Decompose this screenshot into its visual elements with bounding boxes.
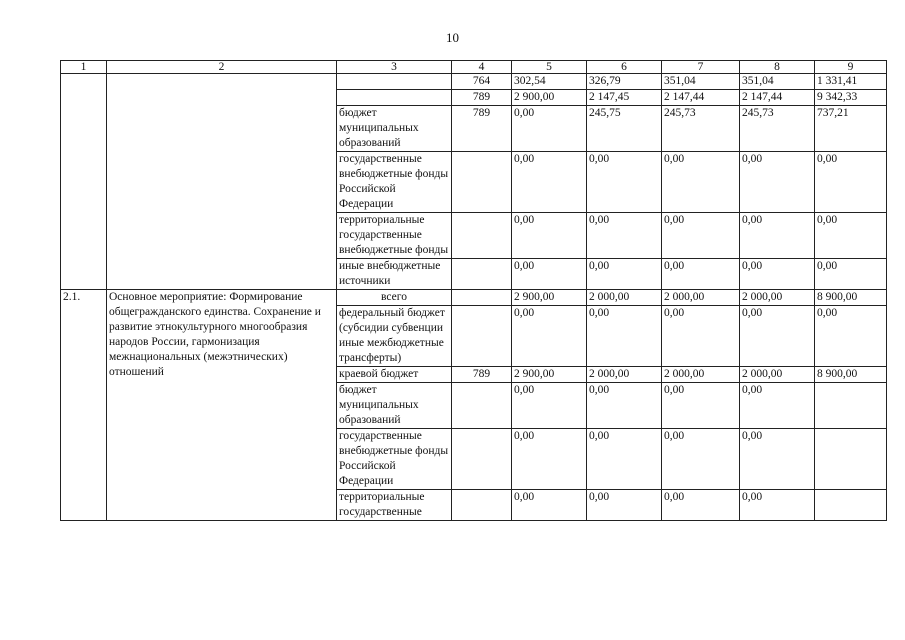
total-cell: 8 900,00: [815, 290, 887, 306]
item-title-cell: [107, 74, 337, 290]
value-cell: 2 147,45: [587, 90, 662, 106]
table-row: [61, 290, 887, 306]
budget-table: [60, 60, 887, 521]
value-cell: 0,00: [662, 152, 740, 213]
value-cell: 245,73: [740, 106, 815, 152]
source-cell: государственные внебюджетные фонды Российской Федерации: [337, 152, 452, 213]
value-cell: 0,00: [512, 490, 587, 521]
value-cell: 0,00: [740, 306, 815, 367]
value-cell: 0,00: [512, 383, 587, 429]
total-cell: 0,00: [815, 306, 887, 367]
value-cell: 0,00: [662, 213, 740, 259]
code-cell: [452, 429, 512, 490]
total-cell: 8 900,00: [815, 367, 887, 383]
value-cell: 302,54: [512, 74, 587, 90]
total-cell: [815, 383, 887, 429]
value-cell: 0,00: [740, 152, 815, 213]
source-cell: краевой бюджет: [337, 367, 452, 383]
value-cell: 0,00: [587, 152, 662, 213]
total-cell: [815, 429, 887, 490]
value-cell: 0,00: [740, 383, 815, 429]
source-cell: территориальные государственные: [337, 490, 452, 521]
code-cell: 764: [452, 74, 512, 90]
value-cell: 2 000,00: [740, 290, 815, 306]
source-cell: иные внебюджетные источники: [337, 259, 452, 290]
value-cell: 0,00: [512, 259, 587, 290]
header-cell: 4: [452, 61, 512, 74]
value-cell: 2 900,00: [512, 90, 587, 106]
code-cell: [452, 383, 512, 429]
item-number-cell: [61, 74, 107, 290]
total-cell: 0,00: [815, 152, 887, 213]
value-cell: 2 147,44: [662, 90, 740, 106]
value-cell: 2 000,00: [662, 367, 740, 383]
value-cell: 2 000,00: [587, 367, 662, 383]
value-cell: 0,00: [662, 306, 740, 367]
value-cell: 0,00: [512, 429, 587, 490]
value-cell: 0,00: [740, 429, 815, 490]
header-cell: 7: [662, 61, 740, 74]
code-cell: 789: [452, 367, 512, 383]
code-cell: [452, 152, 512, 213]
total-cell: [815, 490, 887, 521]
value-cell: 0,00: [662, 383, 740, 429]
code-cell: [452, 306, 512, 367]
header-cell: 3: [337, 61, 452, 74]
value-cell: 351,04: [740, 74, 815, 90]
header-cell: 6: [587, 61, 662, 74]
value-cell: 245,73: [662, 106, 740, 152]
source-cell: бюджет муниципальных образований: [337, 383, 452, 429]
value-cell: 2 000,00: [587, 290, 662, 306]
value-cell: 0,00: [662, 259, 740, 290]
page-number: 10: [446, 30, 459, 45]
value-cell: 245,75: [587, 106, 662, 152]
value-cell: 0,00: [587, 306, 662, 367]
header-cell: 2: [107, 61, 337, 74]
value-cell: 0,00: [740, 490, 815, 521]
value-cell: 2 000,00: [740, 367, 815, 383]
total-cell: 0,00: [815, 259, 887, 290]
value-cell: 0,00: [587, 259, 662, 290]
value-cell: 0,00: [587, 383, 662, 429]
value-cell: 0,00: [740, 213, 815, 259]
code-cell: 789: [452, 90, 512, 106]
code-cell: [452, 259, 512, 290]
code-cell: 789: [452, 106, 512, 152]
value-cell: 2 900,00: [512, 367, 587, 383]
value-cell: 0,00: [512, 213, 587, 259]
header-cell: 5: [512, 61, 587, 74]
header-cell: 8: [740, 61, 815, 74]
code-cell: [452, 290, 512, 306]
source-cell: [337, 90, 452, 106]
source-cell: территориальные государственные внебюджетные фонды: [337, 213, 452, 259]
table-row: [61, 74, 887, 90]
source-cell: федеральный бюджет (субсидии субвенции иные межбюджетные трансферты): [337, 306, 452, 367]
total-cell: 0,00: [815, 213, 887, 259]
value-cell: 0,00: [587, 213, 662, 259]
value-cell: 0,00: [740, 259, 815, 290]
code-cell: [452, 213, 512, 259]
value-cell: 0,00: [587, 429, 662, 490]
item-number-cell: 2.1.: [61, 290, 107, 521]
value-cell: 0,00: [512, 106, 587, 152]
value-cell: 0,00: [512, 306, 587, 367]
source-cell: государственные внебюджетные фонды Российской Федерации: [337, 429, 452, 490]
header-cell: 1: [61, 61, 107, 74]
source-cell: бюджет муниципальных образований: [337, 106, 452, 152]
value-cell: 2 000,00: [662, 290, 740, 306]
value-cell: 2 147,44: [740, 90, 815, 106]
value-cell: 0,00: [587, 490, 662, 521]
value-cell: 2 900,00: [512, 290, 587, 306]
value-cell: 0,00: [662, 490, 740, 521]
source-cell: всего: [337, 290, 452, 306]
total-cell: 737,21: [815, 106, 887, 152]
value-cell: 0,00: [512, 152, 587, 213]
item-title-cell: Основное мероприятие: Формирование общегражданского единства. Сохранение и развитие этнокультурного многообразия народов России, гармонизация межнациональных (межэтнических) отношений: [107, 290, 337, 521]
code-cell: [452, 490, 512, 521]
value-cell: 0,00: [662, 429, 740, 490]
total-cell: 9 342,33: [815, 90, 887, 106]
value-cell: 326,79: [587, 74, 662, 90]
total-cell: 1 331,41: [815, 74, 887, 90]
value-cell: 351,04: [662, 74, 740, 90]
header-cell: 9: [815, 61, 887, 74]
header-row: [61, 61, 887, 74]
source-cell: [337, 74, 452, 90]
